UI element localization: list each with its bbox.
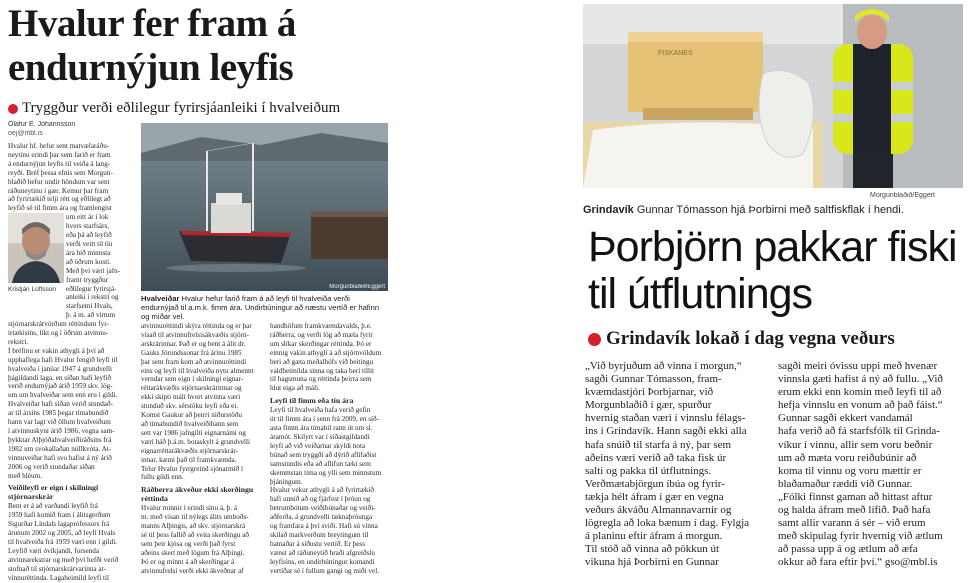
article-text-line: vertíðar sé í fullum gangi og miði vel.	[270, 566, 379, 575]
left-photo-credit: Morgunblaðið/Eggert	[329, 284, 385, 290]
article-text-line: irtækisins, líkt og í öðrum atvinnu-	[8, 329, 109, 338]
article-text-line: Morgunblaðið í gær, spurður	[585, 399, 712, 412]
whaling-ship-photo	[141, 123, 388, 291]
article-text-line: framt tryggður	[66, 275, 109, 284]
right-photo-caption-lead: Grindavík	[583, 204, 634, 216]
article-text-line: hlut eiga að máli.	[270, 384, 320, 393]
article-text-line: sé til þess fallið að veita skerðingu að	[141, 531, 249, 540]
article-text-line: Sigurðar Líndals lagaprófessors frá	[8, 520, 110, 529]
article-text-line: þjáningum.	[270, 477, 303, 486]
article-text-line: Til stóð að vinna að pökkun út	[585, 543, 720, 556]
article-text-line: 2006 og verið stundaðar síðan	[8, 462, 95, 471]
article-text-line: blaðið hefur undir höndum var sent	[8, 177, 110, 186]
article-text-line: vænst að ráðuneytið hraði afgreiðslu	[270, 548, 375, 557]
article-text-line: hvers starfsárs,	[66, 222, 110, 231]
article-text-line: verði veitt til tíu	[66, 239, 113, 248]
article-text-line: Hvalur vekur athygli á að fyrirtækið	[270, 486, 374, 495]
article-text-line: vikuna hjá Þorbirni en Gunnar	[585, 556, 719, 569]
article-text-line: vinnsla gæti hafist á ný að fullu. „Við	[778, 373, 943, 386]
left-column-3	[270, 322, 390, 575]
left-column-1-heading: Veiðileyfi er eign í skilningi stjórnarskrár	[8, 483, 99, 502]
article-text-line: hefja vinnslu en vonum að það fáist.“	[778, 399, 943, 412]
article-text-line: aðeins skert með lögum frá Alþingi.	[141, 548, 245, 557]
article-text-line: atvinnuréttindi skýra réttinda og er þar	[141, 322, 252, 330]
article-text-line: rekstri.	[8, 337, 29, 346]
article-text-line: batnaðar á síðustu vertíð. Er þess	[270, 539, 366, 548]
article-text-line: skilað markverðum breytingum til	[270, 530, 369, 539]
article-text-line: víkur í vinnu, allir sem voru beðnir	[778, 438, 933, 451]
article-text-line: og framfara á því sviði. Hafi sú vinna	[270, 522, 378, 531]
article-text-line: ára hið minnsta	[66, 248, 111, 257]
article-text-line: m. með vísan til nýlegs álits umboðs-	[141, 513, 249, 522]
right-photo-caption-text: Gunnar Tómasson hjá Þorbirni með saltfiskflak í hendi.	[636, 204, 904, 216]
article-text-line: bann var lagt við öllum hvalveiðum	[8, 418, 111, 427]
article-text-line: kvæmdastjóri Þorbjarnar, við	[585, 386, 714, 399]
article-text-line: þ. á m. að virtum	[66, 311, 116, 320]
article-text-line: hvalveiða í janúar 1947 á grundvelli	[8, 364, 112, 373]
article-text-line: vísað til atvinnufrelsisákvæðis stjórn-	[141, 330, 250, 339]
article-text-line: út til fimm ára í senn frá 2009, en síð-	[270, 415, 379, 424]
article-text-line: eða þá að leyfið	[66, 231, 112, 240]
article-text-line: eignarréttarákvæðis stjórnarskrár-	[141, 446, 239, 455]
left-column-2-continued	[141, 504, 263, 575]
article-text-line: hvernig staðan væri í vinnslu félags-	[585, 412, 746, 425]
article-text-line: beri að gæta meðalhófs við beitingu	[270, 357, 374, 366]
article-text-line: skemmstan tíma og ylli sem minnstum	[270, 468, 382, 477]
article-text-line: betrumbótum veiðibúnaðar og veiði-	[270, 504, 376, 513]
article-text-line: til hagsmuna og réttinda þeirra sem	[270, 375, 372, 384]
right-photo-caption	[583, 204, 904, 216]
article-text-line: Í bréfinu er vakin athygli á því að	[8, 346, 105, 355]
article-text-line: að öðrum kosti.	[66, 257, 111, 266]
article-text-line: með hléum.	[8, 471, 42, 480]
article-text-line: leyfisins, en undirbúningur komandi	[270, 557, 375, 566]
article-text-line: Gunnar sagði ekkert vandamál	[778, 412, 913, 425]
left-column-3-continued	[270, 406, 390, 575]
article-text-line: ráðherra, og verði lög að mæla fyrir	[270, 330, 373, 339]
author-email[interactable]: oej@mbl.is	[8, 130, 43, 137]
article-text-line: neytinu erindi þar sem farið er fram	[8, 150, 111, 159]
portrait-caption: Kristján Loftsson	[8, 286, 57, 293]
article-text-line: aðferða, á grundvelli tæknaþróunga	[270, 513, 373, 522]
article-text-line: „Fólki finnst gaman að hittast aftur	[778, 490, 933, 503]
left-column-2-heading: Ráðherra ákveður ekki skerðingu réttinda	[141, 485, 254, 504]
article-text-line: Verðmætabjörgun íbúa og fyrir-	[585, 477, 725, 490]
box-label: FISKANES	[658, 50, 693, 57]
article-text-line: Hvalur hf. hefur sent matvælaráðu-	[8, 142, 110, 150]
article-text-line: um slíkar skerðingar réttinda. Þó er	[270, 339, 372, 348]
article-text-line: vinnuréttinda. Lagaheimild leyfi til	[8, 573, 109, 582]
article-text-line: hafi unnið að og fjárfest í þróun og	[270, 495, 371, 504]
author-name: Ólafur E. Jóhannsson	[8, 121, 76, 128]
article-text-line: um um hvalveiðar sem enn eru í gildi.	[8, 391, 118, 400]
article-text-line: sett var 1986 jafngilti eignarnámi og	[141, 428, 246, 437]
right-subheadline	[588, 328, 895, 350]
left-column-3-heading: Leyfi til fimm eða tíu ára	[270, 396, 354, 406]
article-text-line: Leyfi til hvalveiða hafa verið gefin	[270, 406, 371, 415]
article-text-line: atvinnufrelsi verði ekki ákveðnar af	[141, 566, 244, 575]
article-text-line: með skipulag fyrir hvernig við ætlum	[778, 530, 943, 543]
article-text-line: þykktar Alþjóðahvalveiðiráðsins frá	[8, 435, 112, 444]
article-text-line: erum ekki enn komin með leyfi til að	[778, 386, 942, 399]
article-text-line: lögregla að loka bænum í dag. Fylgja	[585, 517, 750, 530]
article-text-line: eðlilegur fyrirsjá-	[66, 284, 117, 293]
article-text-line: Hvalveiðar hafi síðan verið stundað-	[8, 400, 113, 409]
article-text-line: 1982 um svokallaðan núllkvóta. At-	[8, 444, 112, 453]
left-photo-caption-text: Hvalur hefur farið fram á að leyfi til hvalveiða verði endurnýjað til a.m.k. fimm ára. Undirbúningur að næstu vertíð er hafinn og miðar vel.	[141, 294, 380, 321]
article-text-line: réttarákvæðis stjórnarskrárinnar og	[141, 384, 242, 393]
article-text-line: að fyrirtækið telji rétt og eðlilegt að	[8, 195, 111, 204]
left-column-1	[8, 142, 133, 583]
article-text-line: samstundis eða að aflífun tæki sem	[270, 459, 371, 468]
fish-worker-photo	[583, 4, 963, 188]
red-bullet-icon	[588, 333, 601, 346]
article-text-line: salti og pakka til útflutnings.	[585, 464, 712, 477]
article-text-line: að passa upp á og ætlum að æfa	[778, 543, 918, 556]
left-column-2-text	[141, 322, 263, 482]
article-text-line: sem þeir kjósa og verði það fyrst	[141, 539, 236, 548]
article-text-line: valdheimilda sinna og taka beri tillit	[270, 366, 374, 375]
article-text-line: starfsemi Hvals,	[66, 302, 113, 311]
article-text-line: samt allir varann á sér – við erum	[778, 517, 926, 530]
article-text-line: 1959 hafi komið fram í álitsgerðum	[8, 511, 111, 520]
article-text-line: leyfi að við veiðarnar skyldi nota	[270, 441, 366, 450]
article-text-line: „Við byrjuðum að vinna í morgun,“	[585, 360, 742, 372]
article-text-line: koma til vinnu og voru mættir er	[778, 464, 922, 477]
article-text-line: áramót. Skilyrt var í síðastgildandi	[270, 432, 370, 441]
article-text-line: stofnað til stjórnarskrárvarinna at-	[8, 564, 106, 573]
article-text-line: ekki skipti máli hvort atvinna væri	[141, 393, 241, 402]
article-text-line: sagði Gunnar Tómasson, fram-	[585, 373, 722, 386]
article-text-line: hafa snúið til starfa á ný, þar sem	[585, 438, 732, 451]
left-column-1-text	[8, 142, 133, 480]
article-text-line: Komst Gaukur að þeirri niðurstöðu	[141, 411, 243, 420]
article-text-line: verið endurnýjað árið 1959 skv. lög-	[8, 382, 113, 391]
article-text-line: fullu gildi enn.	[141, 473, 184, 482]
article-text-line: Með því væri jafn-	[66, 266, 121, 275]
article-text-line: ráðuneytinu í gær. Kemur þar fram	[8, 186, 109, 195]
article-text-line: Telur Hvalur fyrrgreind sjónarmið í	[141, 464, 243, 473]
left-headline: Hvalur fer fram á endurnýjun leyfis	[8, 2, 296, 89]
article-text-line: tækja hélt áfram í gær en vegna	[585, 490, 724, 503]
article-text-line: búnað sem tryggði að dýrið aflífaðist	[270, 450, 377, 459]
article-text-line: atvinnarekstrar og með því hefði verið	[8, 555, 119, 564]
article-text-line: innar, kæmi það til framkvæmda.	[141, 455, 237, 464]
left-column-1-continued	[8, 502, 133, 582]
article-text-line: að tímabundið hvalveiðibann sem	[141, 419, 239, 428]
right-subheadline-text: Grindavík lokað í dag vegna veðurs	[606, 328, 895, 349]
article-text-line: blaðamaður ræddi við Gunnar.	[778, 477, 913, 490]
article-text-line: um að mæta voru reiðubúnir að	[778, 451, 917, 464]
article-text-line: upphaflega hafi Hvalur fengið leyfi til	[8, 355, 118, 364]
article-text-line: árunum 2002 og 2005, að leyfi Hvals	[8, 529, 116, 538]
right-column-2	[778, 360, 968, 570]
article-text-line: aðeins væri verið að taka fisk úr	[585, 451, 727, 464]
article-text-line: stjórnarskrárvörðum réttindum fyr-	[8, 320, 109, 329]
left-photo-caption-lead: Hvalveiðar	[141, 294, 180, 303]
article-text-line: reyði. Bréf þessa efnis sem Morgun-	[8, 168, 113, 177]
article-text-line: Gauks Jörundssonar frá árinu 1985	[141, 348, 242, 357]
red-bullet-icon	[8, 104, 18, 114]
article-text-line: manns Alþingis, að skv. stjórnarskrá	[141, 522, 246, 531]
article-text-line: þágildandi laga, en síðan hafi leyfið	[8, 373, 111, 382]
article-text-line: hafa verið að fá starfsfólk til Grinda-	[778, 425, 940, 438]
left-photo-caption	[141, 294, 388, 321]
right-column-1	[585, 360, 773, 570]
article-text-line: í atvinnuskyni árið 1986, vegna sam-	[8, 427, 115, 435]
left-subheadline	[8, 100, 340, 117]
right-photo-credit: Morgunblaðið/Eggert	[870, 192, 935, 199]
article-text-line: asta fimm ára tímabil rann út um sl.	[270, 424, 373, 433]
article-text-line: þar sem fram kom að atvinnuréttindi	[141, 357, 247, 366]
article-text-line: anleiki í rekstri og	[66, 293, 119, 302]
article-text-line: til hvalveiða frá 1959 væri enn í gildi.	[8, 538, 117, 547]
article-text-line: leyfið sé til fimm ára og framlengist	[8, 204, 112, 213]
article-text-line: verndar sem eign í skilningi eignar-	[141, 375, 244, 384]
article-text-line: arskrárinnar. Það er og bent á álit dr.	[141, 339, 246, 348]
article-text-line: Hvalur minnir í erindi sínu á, þ. á	[141, 504, 238, 513]
left-column-3-text	[270, 322, 390, 393]
article-text-line: væri háð þ.á.m. botaskylt á grundvelli	[141, 437, 250, 446]
article-text-line: sagði meiri óvissu uppi með hvenær	[778, 360, 938, 372]
article-text-line: stunduð skv. sérstöku leyfi eða ei.	[141, 402, 239, 411]
article-text-line: á planinu eftir áfram á morgun.	[585, 530, 723, 543]
left-subheadline-text: Tryggður verði eðlilegur fyrirsjáanleiki í hvalveiðum	[22, 100, 341, 116]
article-text-line: á endurnýjun leyfis til veiða á lang-	[8, 159, 111, 168]
article-text-line: ins í Grindavík. Hann sagði ekki alla	[585, 425, 747, 438]
article-text-line: handhöfum framkvæmdavalds, þ.e.	[270, 322, 372, 330]
article-text-line: um eitt ár í lok	[66, 213, 109, 222]
article-text-line: Þó er og minnt á að skerðingar á	[141, 557, 235, 566]
article-text-line: ar til ársins 1985 þegar tímabundið	[8, 409, 109, 418]
article-text-line: einnig vakin athygli á að stjórnvöldum	[270, 348, 382, 357]
article-text-line: eins og leyfi til hvalveiða nytu almennt	[141, 366, 254, 375]
article-text-line: Leyfið væri óvíkjandi, forsenda	[8, 546, 100, 555]
right-headline: Þorbjörn pakkar fiski til útflutnings	[588, 223, 957, 318]
article-text-line: okkur að fara eftir því.“ gso@mbl.is	[778, 556, 938, 569]
left-column-2	[141, 322, 263, 576]
article-text-line: og halda áfram með lífið. Það hafa	[778, 504, 931, 517]
article-text-line: vinnuveiðar hafi svo hafist á ný árið	[8, 453, 112, 462]
article-text-line: veðurs ákváðu Almannavarnir og	[585, 504, 732, 517]
article-text-line: Bent er á að varðandi leyfið frá	[8, 502, 98, 511]
